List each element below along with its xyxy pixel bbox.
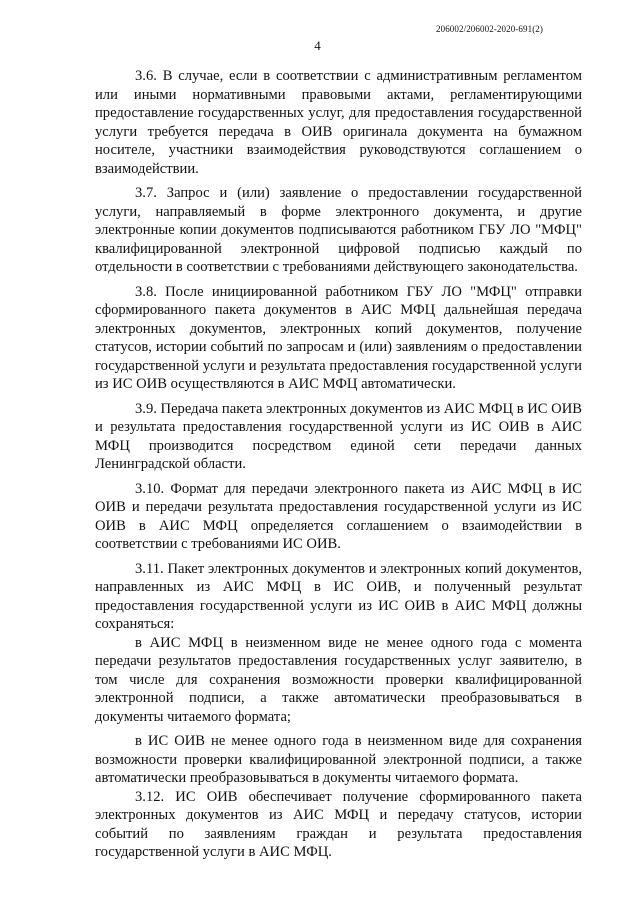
paragraph-3-8: 3.8. После инициированной работником ГБУ ЛО "МФЦ" отправки сформированного пакета документов в АИС МФЦ дальнейшая передача электронных документов, электронных копий документов, получение статусов, истории событий по запросам и (или) заявлениям о предоставлении государственной услуги и результата предоставления государственной услуги из ИС ОИВ осуществляются в АИС МФЦ автоматически.: [95, 283, 582, 392]
paragraph-3-6: 3.6. В случае, если в соответствии с административным регламентом или иными нормативными правовыми актами, регламентирующими предоставление государственных услуг, для предоставления государственной услуги требуется передача в ОИВ оригинала документа на бумажном носителе, участники взаимодействия руководствуются соглашением о взаимодействии.: [95, 68, 582, 177]
paragraph-3-7: 3.7. Запрос и (или) заявление о предоставлении государственной услуги, направляемый в форме электронного документа, и другие электронные копии документов подписываются работником ГБУ ЛО "МФЦ" квалифицированной электронной цифровой подписью каждый по отдельности в соответствии с требованиями действующего законодательства.: [95, 185, 582, 275]
paragraph-3-9: 3.9. Передача пакета электронных документов из АИС МФЦ в ИС ОИВ и результата предоставления государственной услуги из ИС ОИВ в АИС МФЦ производится посредством единой сети передачи данных Ленинградской области.: [95, 400, 582, 472]
document-id: 206002/206002-2020-691(2): [436, 24, 543, 34]
paragraph-3-12: 3.12. ИС ОИВ обеспечивает получение сформированного пакета электронных документов из АИС МФЦ и передачу статусов, истории событий по заявлениям граждан и результата предоставления государственной услуги в АИС МФЦ.: [95, 788, 582, 860]
paragraph-3-11-item-is-oiv: в ИС ОИВ не менее одного года в неизменном виде для сохранения возможности проверки квалифицированной электронной подписи, а также автоматически преобразовываться в документы читаемого формата.: [95, 733, 582, 786]
document-body: [95, 67, 582, 862]
paragraph-3-10: 3.10. Формат для передачи электронного пакета из АИС МФЦ в ИС ОИВ и передачи результата предоставления государственной услуги из ИС ОИВ в АИС МФЦ определяется соглашением о взаимодействии в соответствии с требованиями ИС ОИВ.: [95, 480, 582, 552]
paragraph-3-11-item-ais: в АИС МФЦ в неизменном виде не менее одного года с момента передачи результатов предоставления государственных услуг заявителю, в том числе для сохранения возможности проверки квалифицированной электронной подписи, а также автоматически преобразовываться в документы читаемого формата;: [95, 634, 582, 725]
page-number: 4: [314, 38, 321, 53]
paragraph-3-11: 3.11. Пакет электронных документов и электронных копий документов, направленных из АИС МФЦ в ИС ОИВ, и полученный результат предоставления государственной услуги из ИС ОИВ в АИС МФЦ должны сохраняться:: [95, 560, 582, 632]
